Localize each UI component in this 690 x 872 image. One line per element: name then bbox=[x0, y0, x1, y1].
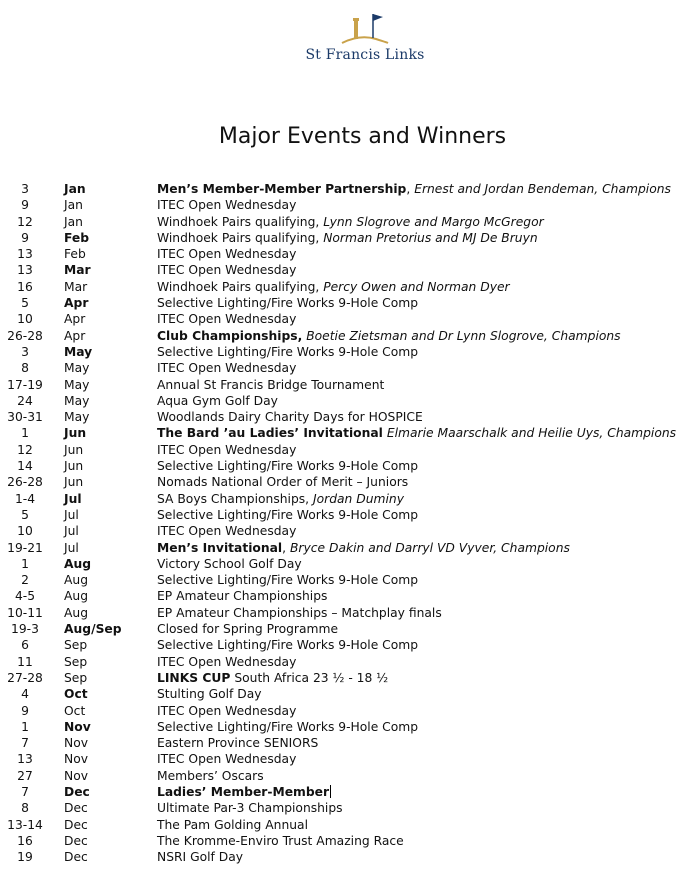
event-description bbox=[157, 605, 442, 621]
event-description bbox=[157, 523, 296, 539]
event-title-bold: Men’s Invitational bbox=[157, 540, 283, 555]
event-day: 4 bbox=[21, 687, 29, 702]
event-month: Dec bbox=[64, 850, 88, 865]
event-month: Aug/Sep bbox=[64, 622, 122, 637]
event-row bbox=[0, 621, 690, 637]
event-day: 13 bbox=[17, 263, 33, 278]
event-description bbox=[157, 181, 671, 197]
event-description bbox=[157, 425, 676, 441]
event-day: 10 bbox=[17, 312, 33, 327]
event-description bbox=[157, 817, 308, 833]
event-text: Ultimate Par-3 Championships bbox=[157, 801, 343, 816]
event-text: Selective Lighting/Fire Works 9-Hole Comp bbox=[157, 638, 419, 653]
event-day: 9 bbox=[21, 198, 29, 213]
text-cursor bbox=[330, 785, 331, 798]
event-month: Feb bbox=[64, 247, 86, 262]
event-text: South Africa 23 ½ - 18 ½ bbox=[230, 670, 389, 685]
event-description bbox=[157, 262, 296, 278]
event-description bbox=[157, 442, 296, 458]
event-month: Jan bbox=[64, 182, 86, 196]
event-row bbox=[0, 425, 690, 441]
event-month: Sep bbox=[64, 654, 88, 669]
event-month: Aug bbox=[64, 589, 89, 604]
event-row bbox=[0, 491, 690, 507]
event-title-bold: LINKS CUP bbox=[157, 670, 231, 685]
event-day: 10-11 bbox=[7, 605, 43, 620]
event-row bbox=[0, 360, 690, 376]
event-month: Jul bbox=[64, 507, 79, 522]
event-description bbox=[157, 246, 296, 262]
event-month: Apr bbox=[64, 296, 89, 311]
event-month: Oct bbox=[64, 703, 86, 718]
event-day: 9 bbox=[21, 703, 29, 718]
event-row bbox=[0, 588, 690, 604]
event-month: Jun bbox=[64, 459, 84, 474]
event-row bbox=[0, 409, 690, 425]
event-day: 13-14 bbox=[7, 817, 43, 832]
event-month: Dec bbox=[64, 833, 88, 848]
event-description bbox=[157, 800, 343, 816]
event-month: May bbox=[64, 377, 90, 392]
event-text: ITEC Open Wednesday bbox=[157, 247, 297, 262]
event-row bbox=[0, 246, 690, 262]
event-month: Feb bbox=[64, 230, 90, 245]
event-description bbox=[157, 214, 544, 230]
event-description bbox=[157, 556, 302, 572]
event-row bbox=[0, 523, 690, 539]
event-day: 19-3 bbox=[11, 622, 39, 637]
event-title-bold: Club Championships, bbox=[157, 328, 303, 343]
event-winners: Jordan Duminy bbox=[313, 491, 404, 506]
event-description bbox=[157, 393, 278, 409]
event-day: 17-19 bbox=[7, 377, 43, 392]
event-description bbox=[157, 654, 296, 670]
event-winners: Boetie Zietsman and Dr Lynn Slogrove, Champions bbox=[306, 328, 621, 343]
event-winners: Elmarie Maarschalk and Heilie Uys, Champions bbox=[386, 426, 677, 441]
event-text: Selective Lighting/Fire Works 9-Hole Comp bbox=[157, 507, 419, 522]
event-text: ITEC Open Wednesday bbox=[157, 263, 297, 278]
event-row bbox=[0, 556, 690, 572]
event-text: NSRI Golf Day bbox=[157, 850, 244, 865]
event-description bbox=[157, 621, 338, 637]
event-day: 16 bbox=[17, 279, 33, 294]
event-description bbox=[157, 735, 318, 751]
event-month: May bbox=[64, 410, 90, 425]
event-description bbox=[157, 833, 404, 849]
event-day: 12 bbox=[17, 442, 33, 457]
event-text: , bbox=[406, 182, 415, 196]
event-text: ITEC Open Wednesday bbox=[157, 752, 297, 767]
event-day: 13 bbox=[17, 752, 33, 767]
event-row bbox=[0, 800, 690, 816]
event-row bbox=[0, 703, 690, 719]
event-row bbox=[0, 719, 690, 735]
event-row bbox=[0, 572, 690, 588]
event-text: ITEC Open Wednesday bbox=[157, 361, 297, 376]
event-text: ITEC Open Wednesday bbox=[157, 524, 297, 539]
event-day: 5 bbox=[21, 507, 29, 522]
event-description bbox=[157, 670, 388, 686]
event-description bbox=[157, 377, 384, 393]
event-row bbox=[0, 817, 690, 833]
event-description bbox=[157, 768, 264, 784]
event-row bbox=[0, 197, 690, 213]
event-row bbox=[0, 279, 690, 295]
event-row bbox=[0, 442, 690, 458]
event-row bbox=[0, 670, 690, 686]
event-row bbox=[0, 654, 690, 670]
event-day: 9 bbox=[21, 230, 29, 245]
event-month: Jan bbox=[64, 214, 83, 229]
event-row bbox=[0, 262, 690, 278]
event-month: Sep bbox=[64, 670, 88, 685]
event-month: Jul bbox=[64, 524, 79, 539]
event-text: Selective Lighting/Fire Works 9-Hole Comp bbox=[157, 459, 419, 474]
event-day: 14 bbox=[17, 459, 33, 474]
event-day: 7 bbox=[21, 736, 29, 751]
event-day: 24 bbox=[17, 393, 33, 408]
logo-text: St Francis Links bbox=[305, 47, 425, 63]
event-text: EP Amateur Championships – Matchplay finals bbox=[157, 605, 442, 620]
event-row bbox=[0, 458, 690, 474]
page-title: Major Events and Winners bbox=[218, 124, 507, 149]
event-winners: Ernest and Jordan Bendeman, Champions bbox=[414, 182, 671, 196]
event-text: The Kromme-Enviro Trust Amazing Race bbox=[157, 833, 404, 848]
event-text: Selective Lighting/Fire Works 9-Hole Comp bbox=[157, 719, 419, 734]
event-description bbox=[157, 360, 296, 376]
event-text: Stulting Golf Day bbox=[157, 687, 262, 702]
event-row bbox=[0, 540, 690, 556]
event-text: Selective Lighting/Fire Works 9-Hole Comp bbox=[157, 296, 419, 311]
event-month: Nov bbox=[64, 719, 91, 734]
event-row bbox=[0, 311, 690, 327]
event-text: Aqua Gym Golf Day bbox=[157, 393, 278, 408]
event-month: Apr bbox=[64, 328, 86, 343]
event-row bbox=[0, 833, 690, 849]
events-list bbox=[0, 181, 690, 865]
event-winners: Norman Pretorius and MJ De Bruyn bbox=[323, 230, 538, 245]
event-description bbox=[157, 703, 296, 719]
event-day: 1-4 bbox=[14, 491, 36, 506]
event-title-bold: Ladies’ Member-Member bbox=[157, 784, 330, 799]
event-description bbox=[157, 279, 510, 295]
event-day: 6 bbox=[21, 638, 29, 653]
event-month: May bbox=[64, 344, 93, 359]
event-text: Eastern Province SENIORS bbox=[157, 736, 319, 751]
event-text: Windhoek Pairs qualifying, bbox=[157, 279, 324, 294]
event-day: 1 bbox=[21, 426, 29, 441]
event-title-bold: Men’s Member-Member Partnership bbox=[157, 182, 407, 196]
event-month: Aug bbox=[64, 556, 92, 571]
event-month: Nov bbox=[64, 768, 88, 783]
event-text: ITEC Open Wednesday bbox=[157, 654, 297, 669]
event-month: Mar bbox=[64, 263, 91, 278]
event-month: Dec bbox=[64, 817, 88, 832]
event-row bbox=[0, 849, 690, 865]
event-description bbox=[157, 328, 621, 344]
event-row bbox=[0, 393, 690, 409]
event-day: 27-28 bbox=[7, 670, 43, 685]
event-row bbox=[0, 507, 690, 523]
event-text: Victory School Golf Day bbox=[157, 556, 302, 571]
event-text: Selective Lighting/Fire Works 9-Hole Comp bbox=[157, 344, 419, 359]
event-text: Windhoek Pairs qualifying, bbox=[157, 214, 324, 229]
event-day: 11 bbox=[17, 654, 33, 669]
event-text: Selective Lighting/Fire Works 9-Hole Comp bbox=[157, 573, 419, 588]
event-description bbox=[157, 540, 570, 556]
event-description bbox=[157, 409, 423, 425]
event-row bbox=[0, 637, 690, 653]
event-day: 8 bbox=[21, 801, 29, 816]
event-title-bold: The Bard ’au Ladies’ Invitational bbox=[157, 426, 383, 441]
event-month: Jan bbox=[64, 198, 83, 213]
event-row bbox=[0, 768, 690, 784]
event-description bbox=[157, 588, 327, 604]
event-description bbox=[157, 474, 408, 490]
event-description bbox=[157, 572, 418, 588]
event-row bbox=[0, 377, 690, 393]
event-row bbox=[0, 181, 690, 197]
event-row bbox=[0, 474, 690, 490]
event-day: 8 bbox=[21, 361, 29, 376]
event-text: EP Amateur Championships bbox=[157, 589, 328, 604]
event-text: ITEC Open Wednesday bbox=[157, 198, 297, 213]
event-row bbox=[0, 295, 690, 311]
event-description bbox=[157, 719, 418, 735]
event-month: Dec bbox=[64, 801, 88, 816]
event-text: ITEC Open Wednesday bbox=[157, 703, 297, 718]
event-text: Windhoek Pairs qualifying, bbox=[157, 230, 324, 245]
event-description bbox=[157, 197, 296, 213]
event-description bbox=[157, 751, 296, 767]
event-description bbox=[157, 849, 243, 865]
event-description bbox=[157, 507, 418, 523]
event-description bbox=[157, 686, 262, 702]
event-month: Apr bbox=[64, 312, 86, 327]
event-day: 13 bbox=[17, 247, 33, 262]
event-description bbox=[157, 784, 331, 800]
event-winners: Bryce Dakin and Darryl VD Vyver, Champions bbox=[289, 540, 570, 555]
event-description bbox=[157, 344, 418, 360]
event-month: Jul bbox=[64, 491, 82, 506]
event-description bbox=[157, 295, 418, 311]
event-month: Aug bbox=[64, 573, 89, 588]
event-row bbox=[0, 605, 690, 621]
event-day: 19 bbox=[17, 850, 33, 865]
event-month: May bbox=[64, 361, 90, 376]
event-text: ITEC Open Wednesday bbox=[157, 442, 297, 457]
event-month: Dec bbox=[64, 784, 90, 799]
event-day: 27 bbox=[17, 768, 33, 783]
event-row bbox=[0, 214, 690, 230]
event-day: 3 bbox=[21, 344, 29, 359]
event-month: Jul bbox=[64, 540, 79, 555]
event-month: May bbox=[64, 393, 90, 408]
event-text: Nomads National Order of Merit – Juniors bbox=[157, 475, 409, 490]
lighthouse-flag-logo-icon bbox=[340, 10, 390, 46]
event-text: Annual St Francis Bridge Tournament bbox=[157, 377, 385, 392]
club-logo bbox=[300, 10, 430, 66]
event-description bbox=[157, 637, 418, 653]
event-row bbox=[0, 735, 690, 751]
event-row bbox=[0, 230, 690, 246]
event-month: Aug bbox=[64, 605, 89, 620]
event-winners: Percy Owen and Norman Dyer bbox=[323, 279, 510, 294]
event-day: 26-28 bbox=[7, 328, 43, 343]
event-month: Mar bbox=[64, 279, 88, 294]
event-day: 10 bbox=[17, 524, 33, 539]
event-text: The Pam Golding Annual bbox=[157, 817, 309, 832]
event-text: , bbox=[282, 540, 290, 555]
event-month: Jun bbox=[64, 475, 84, 490]
event-month: Sep bbox=[64, 638, 88, 653]
event-text: Closed for Spring Programme bbox=[157, 622, 339, 637]
event-month: Jun bbox=[64, 426, 87, 441]
event-month: Nov bbox=[64, 736, 88, 751]
event-month: Nov bbox=[64, 752, 88, 767]
event-day: 1 bbox=[21, 719, 29, 734]
event-text: Woodlands Dairy Charity Days for HOSPICE bbox=[157, 410, 423, 425]
event-day: 4-5 bbox=[14, 589, 36, 604]
event-row bbox=[0, 344, 690, 360]
event-day: 3 bbox=[21, 182, 29, 196]
event-day: 7 bbox=[21, 784, 29, 799]
event-day: 19-21 bbox=[7, 540, 43, 555]
event-day: 5 bbox=[21, 296, 29, 311]
event-description bbox=[157, 311, 296, 327]
event-row bbox=[0, 784, 690, 800]
event-text: SA Boys Championships, bbox=[157, 491, 313, 506]
event-description bbox=[157, 230, 538, 246]
event-text: ITEC Open Wednesday bbox=[157, 312, 297, 327]
event-day: 12 bbox=[17, 214, 33, 229]
event-row bbox=[0, 686, 690, 702]
event-day: 16 bbox=[17, 833, 33, 848]
event-description bbox=[157, 458, 418, 474]
event-month: Oct bbox=[64, 687, 88, 702]
event-winners: Lynn Slogrove and Margo McGregor bbox=[323, 214, 544, 229]
event-row bbox=[0, 328, 690, 344]
event-day: 1 bbox=[21, 556, 29, 571]
event-month: Jun bbox=[64, 442, 84, 457]
event-day: 30-31 bbox=[7, 410, 43, 425]
event-day: 26-28 bbox=[7, 475, 43, 490]
event-text: Members’ Oscars bbox=[157, 768, 264, 783]
event-day: 2 bbox=[21, 573, 29, 588]
event-description bbox=[157, 491, 404, 507]
event-row bbox=[0, 751, 690, 767]
